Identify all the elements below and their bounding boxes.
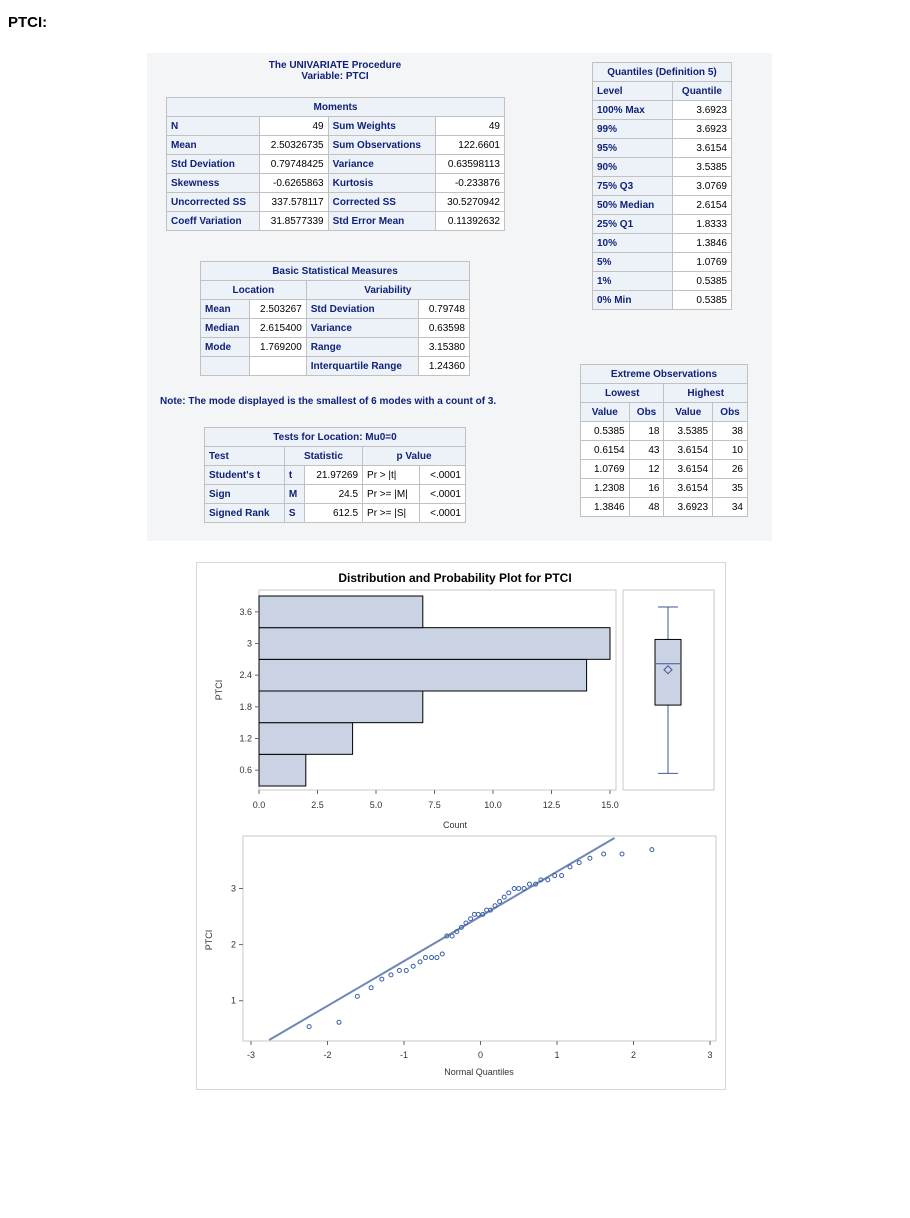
- table-cell: Range: [306, 338, 418, 357]
- table-cell: Pr >= |S|: [363, 504, 420, 523]
- qq-x-tick-label: 1: [554, 1050, 560, 1060]
- qq-y-tick-label: 2: [230, 939, 236, 950]
- highest-header: Highest: [664, 384, 748, 403]
- moments-title: Moments: [167, 98, 505, 117]
- table-cell: 49: [436, 117, 505, 136]
- value-col-header: Value: [664, 403, 713, 422]
- qq-x-tick-label: -1: [399, 1050, 409, 1060]
- table-cell: 3.5385: [664, 422, 713, 441]
- table-cell: 24.5: [304, 485, 362, 504]
- table-cell: 612.5: [304, 504, 362, 523]
- hist-x-tick-label: 10.0: [484, 800, 502, 810]
- table-cell: 1.2308: [581, 479, 630, 498]
- qq-y-tick-label: 1: [230, 995, 236, 1006]
- table-cell: Corrected SS: [328, 193, 436, 212]
- table-cell: Std Deviation: [306, 300, 418, 319]
- qq-y-tick-label: 3: [230, 883, 236, 894]
- test-header: Test: [205, 447, 285, 466]
- table-cell: 5%: [593, 253, 673, 272]
- table-cell: 2.503267: [249, 300, 306, 319]
- procedure-title-text: The UNIVARIATE Procedure: [268, 60, 402, 71]
- hist-x-tick-label: 0.0: [252, 800, 266, 810]
- table-cell: 34: [713, 498, 748, 517]
- table-cell: 0.5385: [672, 272, 731, 291]
- table-cell: Uncorrected SS: [167, 193, 260, 212]
- table-cell: 3.0769: [672, 177, 731, 196]
- hist-y-tick-label: 3.6: [239, 606, 252, 617]
- table-cell: -0.233876: [436, 174, 505, 193]
- statistic-header: Statistic: [284, 447, 362, 466]
- quantile-header: Quantile: [672, 82, 731, 101]
- tests-title: Tests for Location: Mu0=0: [205, 428, 466, 447]
- table-cell: 100% Max: [593, 101, 673, 120]
- qq-frame: [243, 836, 716, 1041]
- table-cell: 75% Q3: [593, 177, 673, 196]
- variability-header: Variability: [306, 281, 469, 300]
- table-cell: 48: [629, 498, 664, 517]
- basic-measures-title: Basic Statistical Measures: [201, 262, 470, 281]
- pvalue-header: p Value: [363, 447, 466, 466]
- table-cell: 3.6154: [664, 460, 713, 479]
- table-cell: 3.6154: [664, 441, 713, 460]
- table-cell: -0.6265863: [260, 174, 329, 193]
- hist-y-tick-label: 1.8: [239, 701, 252, 712]
- table-cell: 26: [713, 460, 748, 479]
- table-cell: 1.3846: [672, 234, 731, 253]
- qq-x-tick-label: 3: [707, 1050, 713, 1060]
- table-cell: Mean: [167, 136, 260, 155]
- table-cell: Coeff Variation: [167, 212, 260, 231]
- quantiles-title: Quantiles (Definition 5): [593, 63, 732, 82]
- table-cell: 25% Q1: [593, 215, 673, 234]
- table-cell: 122.6601: [436, 136, 505, 155]
- boxplot-box: [655, 639, 681, 705]
- hist-y-tick-label: 3: [246, 638, 252, 649]
- table-cell: <.0001: [420, 466, 466, 485]
- table-cell: 0.63598: [419, 319, 470, 338]
- histogram-bar: [259, 596, 423, 628]
- page-heading: PTCI:: [8, 14, 48, 31]
- table-cell: 0.63598113: [436, 155, 505, 174]
- obs-col-header: Obs: [713, 403, 748, 422]
- qq-x-tick-label: -3: [246, 1050, 256, 1060]
- table-cell: 38: [713, 422, 748, 441]
- table-cell: <.0001: [420, 485, 466, 504]
- extreme-title: Extreme Observations: [581, 365, 748, 384]
- table-cell: Pr > |t|: [363, 466, 420, 485]
- table-cell: 3.6154: [672, 139, 731, 158]
- hist-x-axis-label: Count: [442, 820, 468, 830]
- hist-y-tick-label: 1.2: [239, 733, 252, 744]
- table-cell: 0.11392632: [436, 212, 505, 231]
- table-cell: Std Error Mean: [328, 212, 436, 231]
- table-cell: Mode: [201, 338, 250, 357]
- table-cell: Variance: [328, 155, 436, 174]
- qq-x-tick-label: 0: [477, 1050, 484, 1060]
- table-cell: M: [284, 485, 304, 504]
- table-cell: 49: [260, 117, 329, 136]
- table-cell: t: [284, 466, 304, 485]
- qq-x-tick-label: -2: [323, 1050, 332, 1060]
- table-cell: Std Deviation: [167, 155, 260, 174]
- table-cell: 21.97269: [304, 466, 362, 485]
- table-cell: Interquartile Range: [306, 357, 418, 376]
- mode-note: Note: The mode displayed is the smallest of 6 modes with a count of 3.: [160, 396, 497, 407]
- table-cell: 1.24360: [419, 357, 470, 376]
- table-cell: 0.79748425: [260, 155, 329, 174]
- table-cell: Variance: [306, 319, 418, 338]
- table-cell: 3.6154: [664, 479, 713, 498]
- table-cell: Median: [201, 319, 250, 338]
- hist-x-tick-label: 2.5: [311, 800, 324, 810]
- table-cell: 0.79748: [419, 300, 470, 319]
- table-cell: Sum Observations: [328, 136, 436, 155]
- table-cell: 12: [629, 460, 664, 479]
- hist-y-axis-label: PTCI: [214, 679, 224, 701]
- table-cell: <.0001: [420, 504, 466, 523]
- table-cell: 1.0769: [672, 253, 731, 272]
- table-cell: 95%: [593, 139, 673, 158]
- table-cell: 10: [713, 441, 748, 460]
- table-cell: 3.6923: [672, 101, 731, 120]
- table-cell: 90%: [593, 158, 673, 177]
- table-cell: 35: [713, 479, 748, 498]
- table-cell: 3.5385: [672, 158, 731, 177]
- qq-x-axis-label: Normal Quantiles: [444, 1067, 514, 1077]
- table-cell: 2.615400: [249, 319, 306, 338]
- table-cell: S: [284, 504, 304, 523]
- table-cell: 43: [629, 441, 664, 460]
- table-cell: 1.3846: [581, 498, 630, 517]
- hist-x-tick-label: 5.0: [369, 800, 383, 810]
- table-cell: Signed Rank: [205, 504, 285, 523]
- value-col-header: Value: [581, 403, 630, 422]
- table-cell: 1.8333: [672, 215, 731, 234]
- table-cell: 0.5385: [672, 291, 731, 310]
- table-cell: Skewness: [167, 174, 260, 193]
- qq-x-tick-label: 2: [630, 1050, 637, 1060]
- table-cell: 1.0769: [581, 460, 630, 479]
- table-cell: 18: [629, 422, 664, 441]
- procedure-variable: Variable: PTCI: [301, 71, 369, 82]
- table-cell: 16: [629, 479, 664, 498]
- table-cell: 337.578117: [260, 193, 329, 212]
- table-cell: Kurtosis: [328, 174, 436, 193]
- histogram-bar: [259, 691, 423, 723]
- table-cell: 2.50326735: [260, 136, 329, 155]
- table-cell: 0% Min: [593, 291, 673, 310]
- table-cell: 10%: [593, 234, 673, 253]
- table-cell: 3.6923: [664, 498, 713, 517]
- hist-y-tick-label: 2.4: [239, 670, 252, 681]
- table-cell: Student's t: [205, 466, 285, 485]
- hist-x-tick-label: 15.0: [601, 800, 619, 810]
- table-cell: 1.769200: [249, 338, 306, 357]
- histogram-bar: [259, 723, 353, 755]
- hist-x-tick-label: 7.5: [428, 800, 441, 810]
- obs-col-header: Obs: [629, 403, 664, 422]
- histogram-bar: [259, 754, 306, 786]
- table-cell: 99%: [593, 120, 673, 139]
- hist-y-tick-label: 0.6: [239, 765, 252, 776]
- table-cell: 1%: [593, 272, 673, 291]
- histogram-bar: [259, 628, 610, 660]
- table-cell: Mean: [201, 300, 250, 319]
- table-cell: 2.6154: [672, 196, 731, 215]
- plot-title: Distribution and Probability Plot for PTCI: [338, 571, 572, 585]
- table-cell: 3.6923: [672, 120, 731, 139]
- table-cell: N: [167, 117, 260, 136]
- table-cell: 31.8577339: [260, 212, 329, 231]
- table-cell: 3.15380: [419, 338, 470, 357]
- histogram-bar: [259, 659, 587, 691]
- table-cell: Sum Weights: [328, 117, 436, 136]
- hist-x-tick-label: 12.5: [542, 800, 561, 810]
- table-cell: 30.5270942: [436, 193, 505, 212]
- table-cell: Pr >= |M|: [363, 485, 420, 504]
- level-header: Level: [593, 82, 673, 101]
- table-cell: Sign: [205, 485, 285, 504]
- table-cell: 0.6154: [581, 441, 630, 460]
- location-header: Location: [201, 281, 307, 300]
- qq-y-axis-label: PTCI: [204, 929, 214, 951]
- table-cell: 50% Median: [593, 196, 673, 215]
- table-cell: 0.5385: [581, 422, 630, 441]
- lowest-header: Lowest: [581, 384, 664, 403]
